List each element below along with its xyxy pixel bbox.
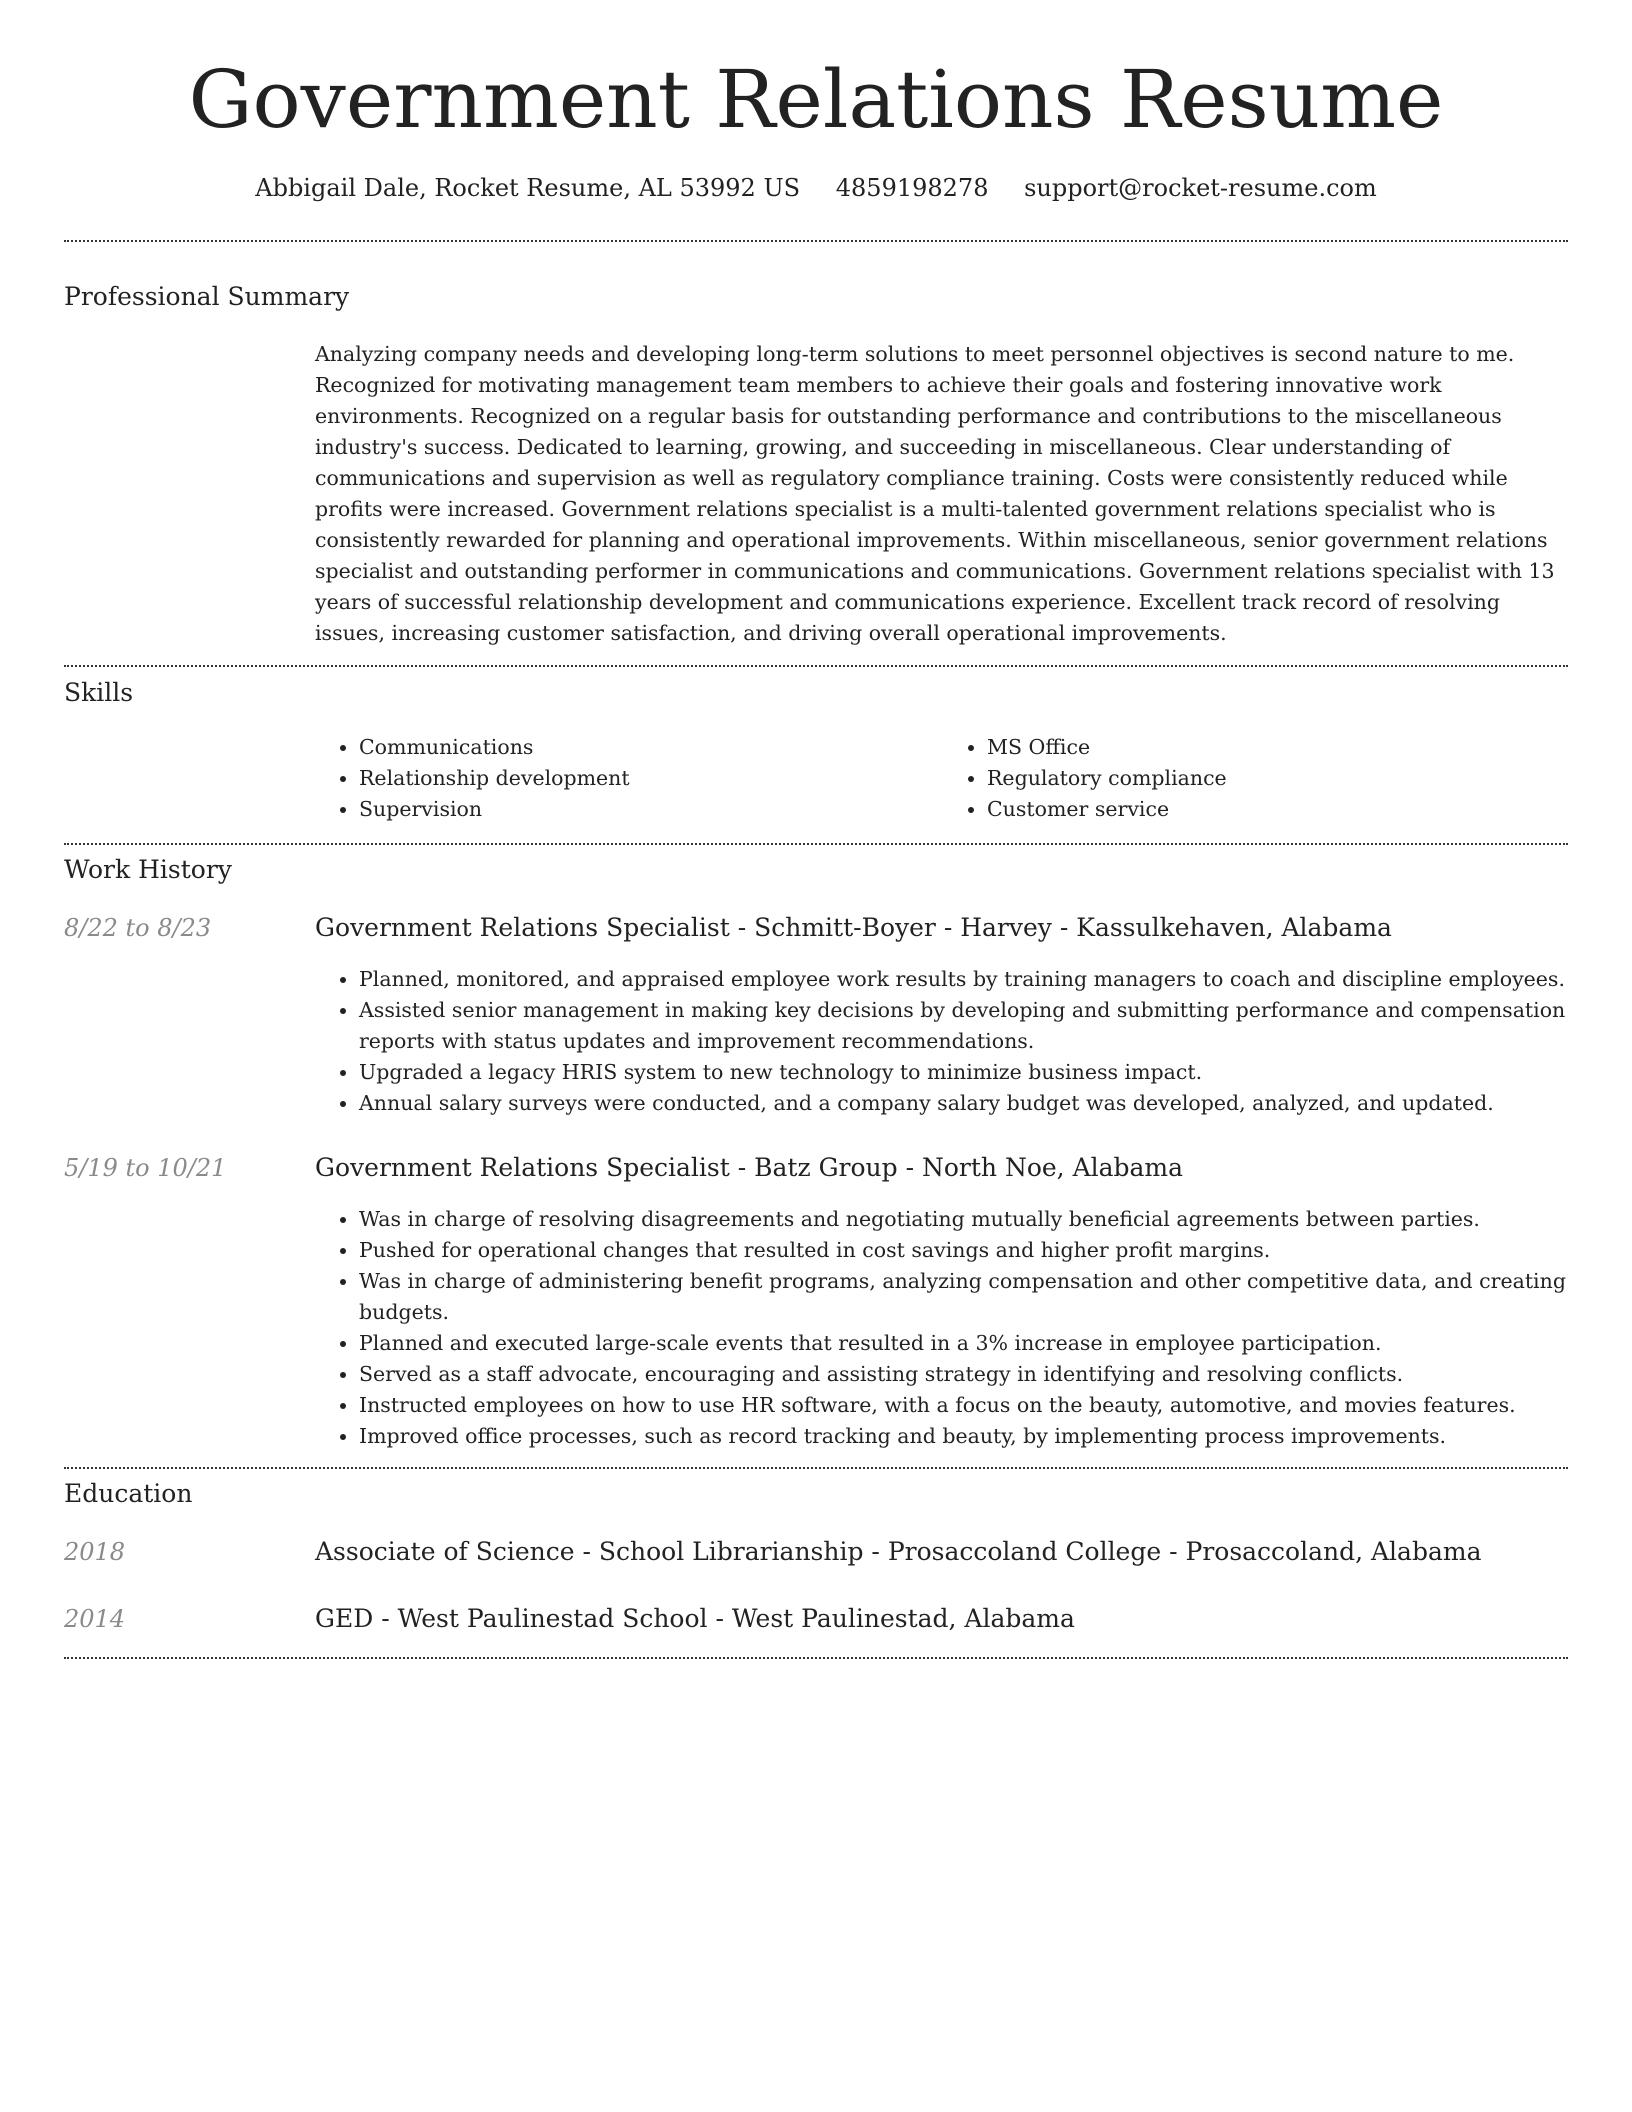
skill-item: • Supervision: [359, 794, 943, 825]
summary-heading: Professional Summary: [64, 282, 350, 311]
job-employer: - Batz Group - North Noe, Alabama: [729, 1153, 1184, 1182]
education-degree: Associate of Science - School Librarianship: [315, 1537, 864, 1566]
divider: [64, 665, 1568, 667]
education-year: 2014: [64, 1605, 126, 1633]
divider: [64, 1467, 1568, 1469]
contact-line: [0, 174, 1632, 202]
skills-heading: Skills: [64, 678, 134, 707]
job-role: Government Relations Specialist: [315, 1153, 730, 1182]
summary-text: Analyzing company needs and developing long-term solutions to meet personnel objectives is second nature to me. Recognized for motivating management team members to achieve their goals and fostering innovative work environments. Recognized on a regular basis for outstanding performance and contributions to the miscellaneous industry's success. Dedicated to learning, growing, and succeeding in miscellaneous. Clear understanding of communications and supervision as well as regulatory compliance training. Costs were consistently reduced while profits were increased. Government relations specialist is a multi-talented government relations specialist who is consistently rewarded for planning and operational improvements. Within miscellaneous, senior government relations specialist and outstanding performer in communications and communications. Government relations specialist with 13 years of successful relationship development and communications experience. Excellent track record of resolving issues, increasing customer satisfaction, and driving overall operational improvements.: [315, 342, 1555, 645]
job-employer: - Schmitt-Boyer - Harvey - Kassulkehaven, Alabama: [729, 913, 1392, 942]
page-title: Government Relations Resume: [188, 53, 1444, 146]
contact-phone: 4859198278: [835, 174, 989, 202]
skill-item: • Communications: [359, 732, 943, 763]
job-bullet: • Annual salary surveys were conducted, and a company salary budget was developed, analyzed, and updated.: [359, 1088, 1571, 1119]
contact-address: Abbigail Dale, Rocket Resume, AL 53992 US: [255, 174, 801, 202]
education-degree: GED - West Paulinestad School: [315, 1604, 708, 1633]
education-heading: Education: [64, 1479, 193, 1508]
education-school: - West Paulinestad, Alabama: [707, 1604, 1075, 1633]
job-bullet: • Was in charge of administering benefit programs, analyzing compensation and other competitive data, and creating budgets.: [359, 1266, 1571, 1328]
job-bullet: • Planned and executed large-scale events that resulted in a 3% increase in employee participation.: [359, 1328, 1571, 1359]
job-bullet: • Was in charge of resolving disagreements and negotiating mutually beneficial agreements between parties.: [359, 1204, 1571, 1235]
skill-item: • Relationship development: [359, 763, 943, 794]
skills-column-right: [943, 732, 1571, 825]
skill-item: • Customer service: [987, 794, 1571, 825]
education-item: [315, 1537, 1481, 1566]
job-bullet: • Upgraded a legacy HRIS system to new technology to minimize business impact.: [359, 1057, 1571, 1088]
job-bullets: [315, 1204, 1571, 1452]
divider: [64, 843, 1568, 845]
summary-section: [315, 339, 1571, 649]
job-bullet: • Planned, monitored, and appraised employee work results by training managers to coach and discipline employees.: [359, 964, 1571, 995]
education-school: - Prosaccoland College - Prosaccoland, Alabama: [863, 1537, 1482, 1566]
skills-list: [315, 732, 1571, 825]
job-dates: 5/19 to 10/21: [64, 1154, 227, 1182]
job-bullet: • Improved office processes, such as record tracking and beauty, by implementing process improvements.: [359, 1421, 1571, 1452]
education-item: [315, 1604, 1075, 1633]
skill-item: • Regulatory compliance: [987, 763, 1571, 794]
skills-column-left: [315, 732, 943, 825]
job-bullets: [315, 964, 1571, 1119]
job-bullet: • Instructed employees on how to use HR software, with a focus on the beauty, automotive, and movies features.: [359, 1390, 1571, 1421]
divider: [64, 1657, 1568, 1659]
divider: [64, 240, 1568, 242]
contact-email: support@rocket-resume.com: [1024, 174, 1377, 202]
skill-item: • MS Office: [987, 732, 1571, 763]
job-bullet: • Served as a staff advocate, encouraging and assisting strategy in identifying and resolving conflicts.: [359, 1359, 1571, 1390]
job-bullet: • Pushed for operational changes that resulted in cost savings and higher profit margins.: [359, 1235, 1571, 1266]
job-title: [315, 913, 1392, 942]
job-dates: 8/22 to 8/23: [64, 914, 212, 942]
education-year: 2018: [64, 1538, 126, 1566]
job-title: [315, 1153, 1183, 1182]
job-bullet: • Assisted senior management in making key decisions by developing and submitting performance and compensation reports with status updates and improvement recommendations.: [359, 995, 1571, 1057]
job-role: Government Relations Specialist: [315, 913, 730, 942]
work-heading: Work History: [64, 855, 232, 884]
